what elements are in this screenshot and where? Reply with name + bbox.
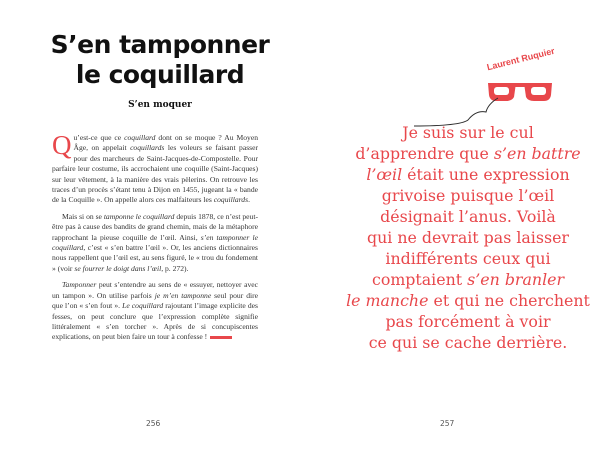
quote-italic: s’en battre	[493, 144, 581, 163]
text-run: les voleurs se faisant passer pour des marcheurs de Saint-Jacques-de-Compostelle. Pour parfaire leur costume, ils accrochaient une coquille (Saint-Jacques) sur leur vêtement, à la manière des vrais pèlerins. On retrouve les traces d’un procès s’étant tenu à Dijon en 1455, jugeant la « bande de la Coquille ». On appelle alors ces malfaiteurs les	[52, 143, 259, 205]
text-run: seul pour dire que l’on « s’en fout ».	[52, 290, 259, 311]
italic-run: Tamponner	[62, 280, 97, 290]
quote-line	[318, 290, 600, 311]
text-run: dont on se moque ? Au Moyen Âge, on appelait	[73, 133, 258, 153]
quote-italic: s’en branler	[467, 270, 565, 289]
article-body	[52, 130, 259, 349]
title-line-2: le coquillard	[75, 60, 245, 89]
quote-run: comptaient	[371, 270, 468, 289]
text-run: peut s’entendre au sens de « essuyer, nettoyer avec un tampon ». On utilise parfois	[52, 280, 258, 300]
italic-run: tamponne le coquillard	[103, 211, 175, 221]
text-run: rajoutant l’image explicite des fesses, on peut conclure que l’expression complète signifie littéralement « s’en torcher ». Après de si concupiscentes explications, on peut bien faire un tour à confesse !	[52, 301, 258, 342]
page-title	[40, 30, 280, 90]
quote-line: grivoise puisque l’œil	[381, 186, 555, 205]
text-run: depuis 1878, ce n’est peut-être pas à cause des bandits de grand chemin, mais de la métaphore rapprochant la pieuse coquille de l’œil. Ainsi,	[52, 211, 258, 242]
pull-quote	[318, 122, 600, 353]
end-mark	[210, 336, 232, 339]
right-page	[300, 0, 600, 450]
quote-line: Je suis sur le cul	[402, 123, 534, 142]
italic-run: s’en tamponner le coquillard	[52, 232, 258, 253]
page-subtitle: S’en moquer	[128, 100, 192, 110]
title-line-1: S’en tamponner	[50, 30, 270, 59]
italic-run: coquillards	[130, 143, 165, 153]
paragraph-1	[52, 130, 259, 206]
text-run: , p. 272).	[161, 263, 189, 273]
italic-run: coquillards	[213, 195, 249, 205]
page-number-right: 257	[440, 419, 455, 428]
paragraph-2	[52, 212, 258, 274]
italic-run: je m’en tamponne	[154, 290, 212, 300]
quote-line: qui ne devrait pas laisser	[367, 228, 569, 247]
italic-run: coquillard	[124, 133, 156, 142]
quote-line: pas forcément à voir	[385, 312, 551, 331]
italic-run: se fourrer le doigt dans l’œil	[74, 263, 162, 273]
drop-cap: Q	[52, 130, 72, 160]
quote-line: indifférents ceux qui	[385, 249, 551, 268]
text-run: .	[248, 195, 250, 205]
quote-line	[318, 143, 600, 164]
quote-run: d’apprendre que	[355, 144, 494, 163]
quote-line: ce qui se cache derrière.	[368, 333, 568, 352]
text-run: u’est-ce que ce	[73, 133, 125, 142]
quote-line	[318, 164, 600, 185]
page-number-left: 256	[146, 419, 161, 428]
quote-run: était une expression	[402, 165, 570, 184]
quote-italic: le manche	[346, 291, 429, 310]
text-run: Mais si on se	[62, 211, 104, 221]
italic-run: Le coquillard	[122, 301, 164, 311]
quote-italic: l’œil	[366, 165, 403, 184]
quote-line: désignait l’anus. Voilà	[380, 207, 556, 226]
speaker-name: Laurent Ruquier	[485, 45, 556, 73]
quote-line	[318, 269, 600, 290]
quote-run: et qui ne cherchent	[428, 291, 590, 310]
text-run: , c’est « s’en battre l’œil ». Or, les anciens dictionnaires nous rappellent que l’œil est, au sens figuré, le « trou du fondement » (voir	[52, 243, 258, 273]
paragraph-3	[52, 280, 258, 342]
